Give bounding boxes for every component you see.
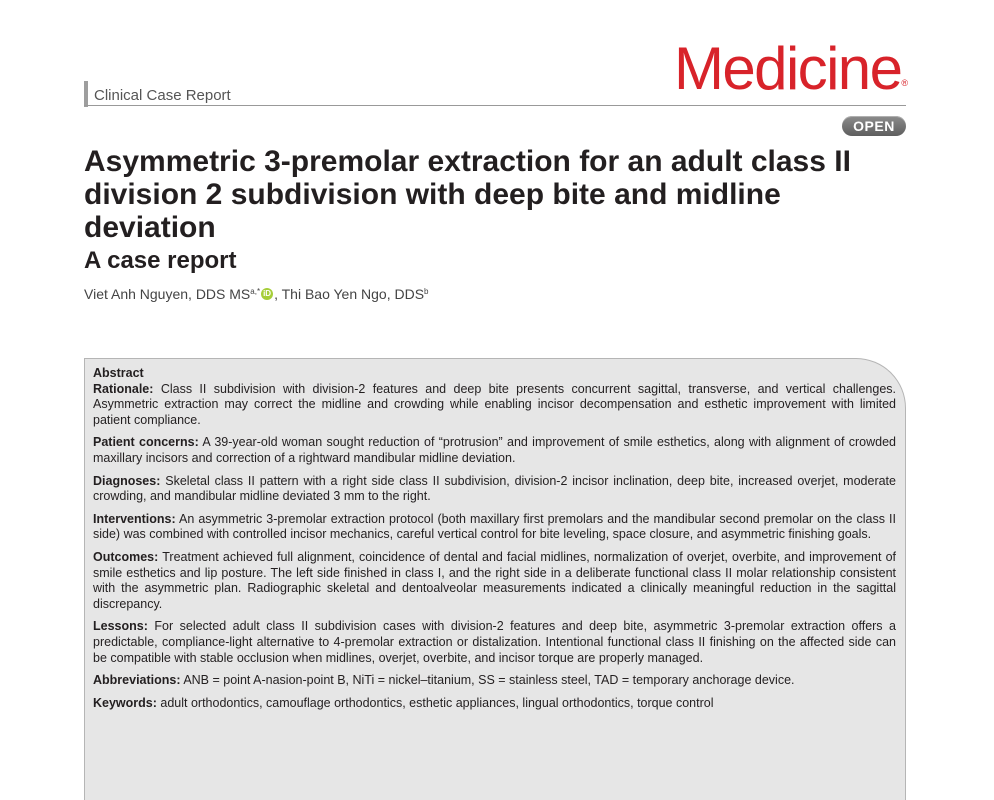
journal-name: Medicine (674, 35, 902, 102)
author-affiliation: b (424, 287, 429, 296)
abstract-section-rationale (93, 382, 896, 429)
abstract-section-label: Lessons: (93, 619, 148, 634)
header-divider (84, 105, 906, 106)
orcid-icon[interactable]: iD (263, 289, 272, 299)
abstract-section-keywords (93, 696, 896, 712)
abstract-section-label: Patient concerns: (93, 435, 199, 450)
abstract-section-text: ANB = point A-nasion-point B, NiTi = nickel–titanium, SS = stainless steel, TAD = temporary anchorage device. (183, 673, 795, 688)
author-name[interactable]: Thi Bao Yen Ngo, DDS (281, 286, 425, 302)
abstract-section-label: Outcomes: (93, 549, 159, 564)
abstract-section-interventions (93, 512, 896, 543)
abstract-section-text: For selected adult class II subdivision cases with division-2 features and deep bite, asymmetric 3-premolar extraction offers a predictable, compliance-light alternative to 4-premolar extraction or distalization. Intentional functional class II finishing on the affected side can be compatible with stable occlusion when midlines, overjet, overbite, and incisor torque are properly managed. (93, 619, 896, 665)
article-title: Asymmetric 3-premolar extraction for an adult class II division 2 subdivision with deep bite and midline deviation (84, 145, 851, 244)
abstract-content (93, 366, 896, 718)
abstract-section-text: A 39-year-old woman sought reduction of “protrusion” and improvement of smile esthetics, along with alignment of crowded maxillary incisors and correction of a rightward mandibular midline deviation. (93, 435, 896, 465)
abstract-section-abbreviations (93, 673, 896, 689)
section-label: Clinical Case Report (84, 81, 231, 107)
abstract-section-text: Skeletal class II pattern with a right side class II subdivision, division-2 incisor inclination, deep bite, increased overjet, moderate crowding, and mandibular midline deviated 3 mm to the right. (93, 473, 896, 504)
abstract-section-label: Keywords: (93, 695, 157, 710)
abstract-section-outcomes (93, 550, 896, 612)
journal-logo[interactable] (668, 35, 908, 102)
abstract-section-text: Treatment achieved full alignment, coincidence of dental and facial midlines, normalization of overjet, overbite, and improvement of smile esthetics and lip posture. The left side finished in class I, and the right side in a deliberate functional class II molar relationship consistent with the asymmetric plan. Radiographic skeletal and dentoalveolar measurements indicated a clinically meaningful reduction in the sagittal discrepancy. (93, 549, 897, 611)
abstract-section-patient-concerns (93, 435, 896, 466)
abstract-section-label: Interventions: (93, 511, 176, 526)
open-access-badge[interactable]: OPEN (842, 116, 906, 136)
registered-mark: ® (901, 78, 908, 88)
abstract-section-label: Rationale: (93, 381, 154, 396)
abstract-section-label: Diagnoses: (93, 473, 161, 488)
article-subtitle: A case report (84, 247, 237, 274)
abstract-heading: Abstract (93, 366, 144, 380)
abstract-section-text: Class II subdivision with division-2 features and deep bite presents concurrent sagittal, transverse, and vertical challenges. Asymmetric extraction may correct the midline and crowding while enabling incisor decompensation and esthetic improvement with limited patient compliance. (93, 381, 896, 427)
abstract-section-text: adult orthodontics, camouflage orthodontics, esthetic appliances, lingual orthodontics, torque control (160, 695, 714, 710)
abstract-section-diagnoses (93, 474, 896, 505)
author-name[interactable]: Viet Anh Nguyen, DDS MS (84, 286, 251, 302)
abstract-section-text: An asymmetric 3-premolar extraction protocol (both maxillary first premolars and the mandibular second premolar on the class II side) was combined with controlled incisor mechanics, careful vertical control for bite leveling, space closure, and asymmetric finishing goals. (93, 511, 896, 542)
author-affiliation: a,* (250, 287, 261, 296)
abstract-section-lessons (93, 619, 896, 666)
abstract-section-label: Abbreviations: (93, 673, 181, 688)
author-line: Viet Anh Nguyen, DDS $MS^{a,*}$ iD , Thi Bao Yen Ngo, DDS$^b$ (84, 286, 429, 302)
